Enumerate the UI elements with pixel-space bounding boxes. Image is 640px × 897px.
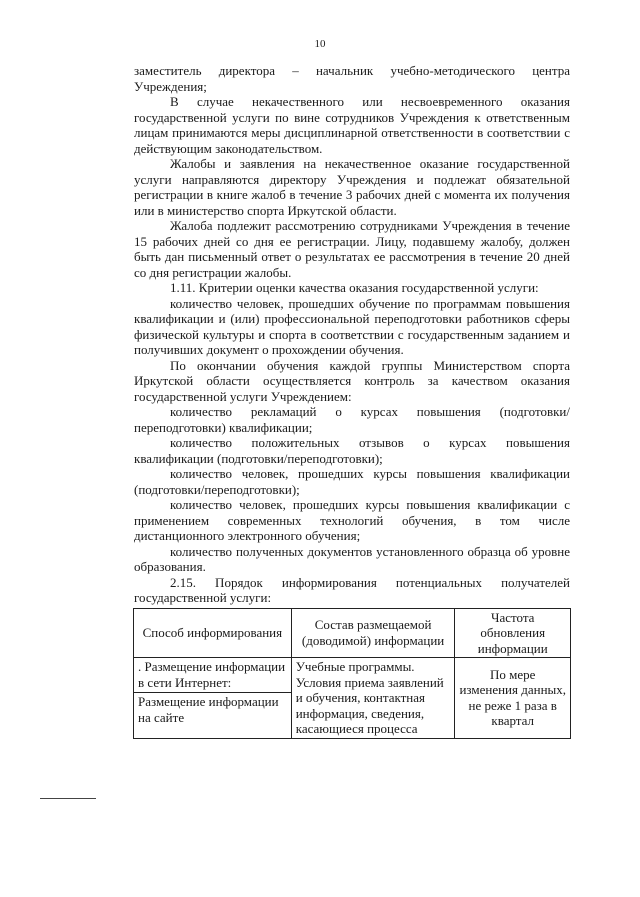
document-body — [134, 63, 570, 739]
paragraph-13: 2.15. Порядок информирования потенциальных получателей государственной услуги: — [134, 574, 570, 605]
paragraph-9: количество положительных отзывов о курсах повышения квалификации (подготовки/переподготовки); — [134, 435, 570, 466]
table-header-content: Состав размещаемой (доводимой) информации — [291, 608, 455, 658]
paragraph-1: заместитель директора – начальник учебно-методического центра Учреждения; — [134, 63, 570, 94]
table-cell-method — [134, 658, 292, 739]
paragraph-7: По окончании обучения каждой группы Министерством спорта Иркутской области осуществляется контроль за качеством оказания государственной услуги Учреждением: — [134, 357, 570, 404]
paragraph-11: количество человек, прошедших курсы повышения квалификации с применением современных технологий обучения, в том числе дистанционного электронного обучения; — [134, 497, 570, 543]
paragraph-10: количество человек, прошедших курсы повышения квалификации (подготовки/переподготовки); — [134, 466, 570, 497]
information-table — [133, 608, 571, 739]
paragraph-12: количество полученных документов установленного образца об уровне образования. — [134, 543, 570, 574]
paragraph-2: В случае некачественного или несвоевременного оказания государственной услуги по вине сотрудников Учреждения к ответственным лицам принимаются меры дисциплинарной ответственности в соответствии с действующим законодательством. — [134, 94, 570, 156]
table-header-method: Способ информирования — [134, 608, 292, 658]
paragraph-3: Жалобы и заявления на некачественное оказание государственной услуги направляются директору Учреждения и подлежат обязательной регистрации в книге жалоб в течение 3 рабочих дней с момента их получения или в министерство спорта Иркутской области. — [134, 156, 570, 218]
method-internet: . Размещение информации в сети Интернет: — [138, 659, 286, 690]
footnote-separator — [40, 798, 96, 799]
table-header-frequency: Частота обновления информации — [455, 608, 571, 658]
table-row — [134, 658, 571, 739]
paragraph-6: количество человек, прошедших обучение по программам повышения квалификации и (или) профессиональной переподготовки работников сферы физической культуры и спорта в соответствии с государственным заданием и получивших документ о прохождении обучения. — [134, 295, 570, 357]
table-header-row — [134, 608, 571, 658]
page-number: 10 — [314, 38, 326, 50]
paragraph-4: Жалоба подлежит рассмотрению сотрудниками Учреждения в течение 15 рабочих дней со дня ее регистрации. Лицу, подавшему жалобу, должен быть дан письменный ответ о результатах ее рассмотрения в течение 20 дней со дня регистрации жалобы. — [134, 218, 570, 280]
table-cell-content: Учебные программы. Условия приема заявлений и обучения, контактная информация, сведения, касающиеся процесса — [291, 658, 455, 739]
paragraph-5: 1.11. Критерии оценки качества оказания государственной услуги: — [170, 280, 539, 295]
paragraph-8: количество рекламаций о курсах повышения (подготовки/переподготовки) квалификации; — [134, 404, 570, 435]
table-cell-frequency: По мере изменения данных, не реже 1 раза в квартал — [455, 658, 571, 739]
method-website: Размещение информации на сайте — [134, 692, 291, 725]
